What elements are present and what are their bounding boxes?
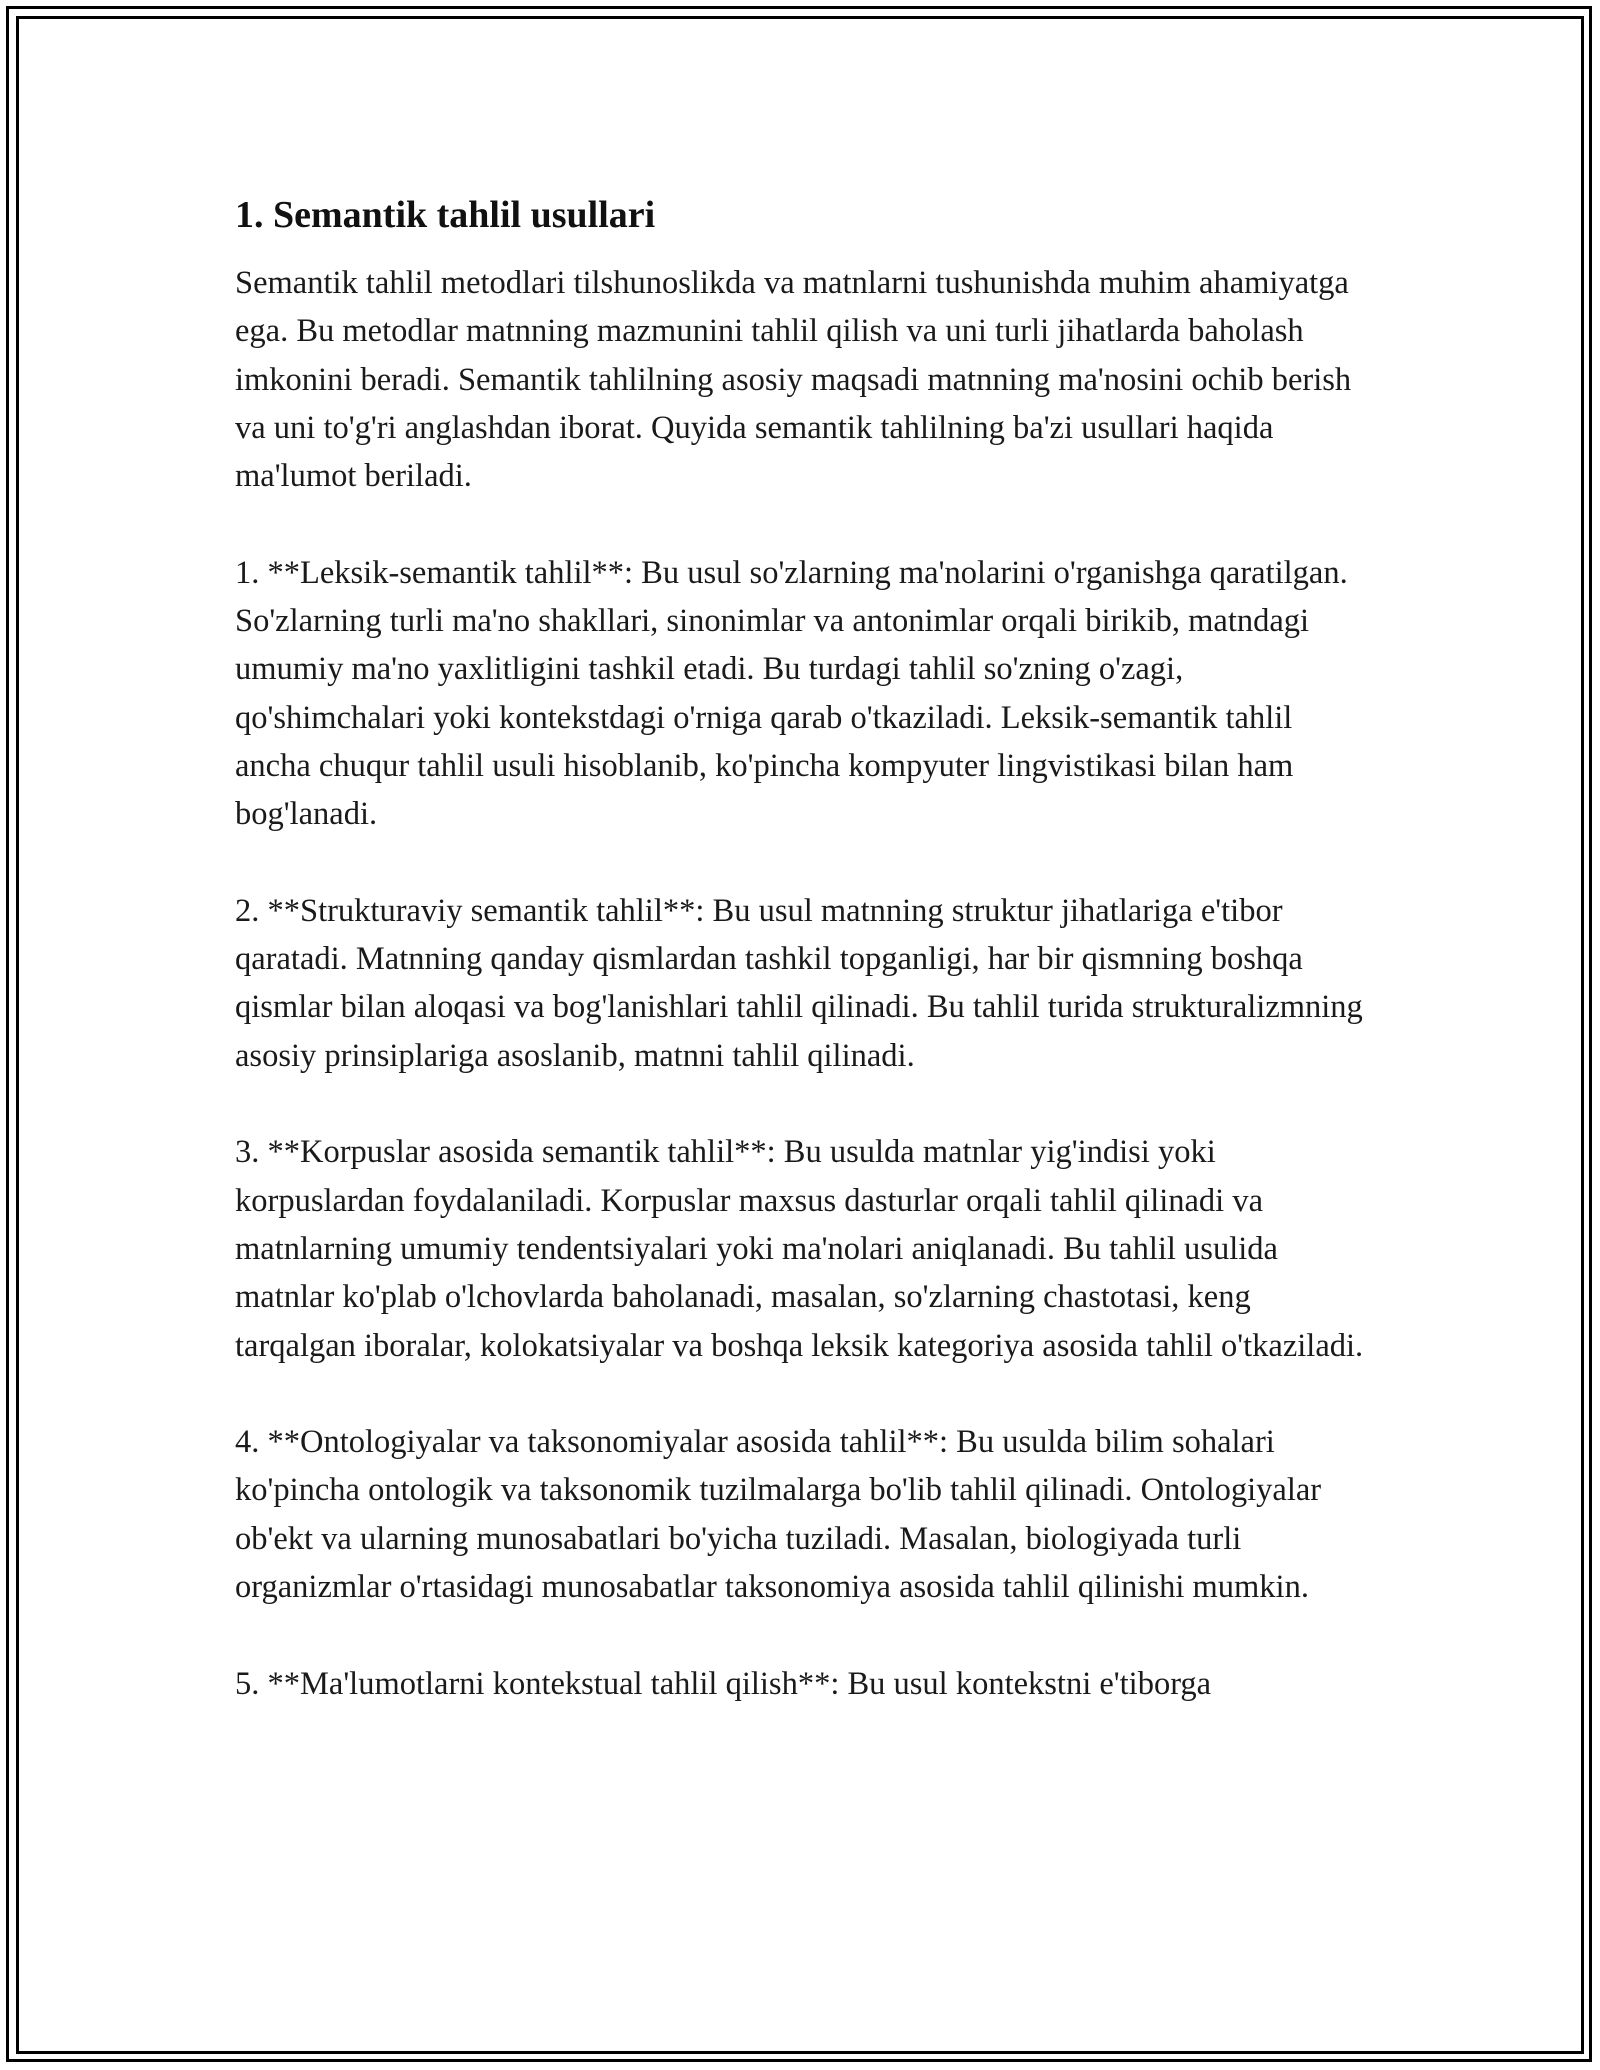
method-2-paragraph: 2. **Strukturaviy semantik tahlil**: Bu usul matnning struktur jihatlariga e'tibor qaratadi. Matnning qanday qismlardan tashkil topganligi, har bir qismning boshqa qismlar bilan aloqasi va bog'lanishlari tahlil qilinadi. Bu tahlil turida strukturalizmning asosiy prinsiplariga asoslanib, matnni tahlil qilinadi. (235, 892, 1363, 1074)
section-title: 1. Semantik tahlil usullari (235, 194, 656, 236)
intro-paragraph: Semantik tahlil metodlari tilshunoslikda va matnlarni tushunishda muhim ahamiyatga ega. Bu metodlar matnning mazmunini tahlil qilish va uni turli jihatlarda baholash imkonini beradi. Semantik tahlilning asosiy maqsadi matnning ma'nosini ochib berish va uni to'g'ri anglashdan iborat. Quyida semantik tahlilning ba'zi usullari haqida ma'lumot beriladi. (235, 265, 1352, 495)
method-3-paragraph: 3. **Korpuslar asosida semantik tahlil**: Bu usulda matnlar yig'indisi yoki korpuslardan foydalaniladi. Korpuslar maxsus dasturlar orqali tahlil qilinadi va matnlarning umumiy tendentsiyalari yoki ma'nolari aniqlanadi. Bu tahlil usulida matnlar ko'plab o'lchovlarda baholanadi, masalan, so'zlarning chastotasi, keng tarqalgan iboralar, kolokatsiyalar va boshqa leksik kategoriya asosida tahlil o'tkaziladi. (235, 1134, 1364, 1364)
method-5-paragraph: 5. **Ma'lumotlarni kontekstual tahlil qilish**: Bu usul kontekstni e'tiborga (235, 1665, 1212, 1702)
document-body (235, 185, 1375, 1756)
method-1-paragraph: 1. **Leksik-semantik tahlil**: Bu usul so'zlarning ma'nolarini o'rganishga qaratilgan. So'zlarning turli ma'no shakllari, sinonimlar va antonimlar orqali birikib, matndagi umumiy ma'no yaxlitligini tashkil etadi. Bu turdagi tahlil so'zning o'zagi, qo'shimchalari yoki kontekstdagi o'rniga qarab o'tkaziladi. Leksik-semantik tahlil ancha chuqur tahlil usuli hisoblanib, ko'pincha kompyuter lingvistikasi bilan ham bog'lanadi. (235, 554, 1348, 833)
method-4-paragraph: 4. **Ontologiyalar va taksonomiyalar asosida tahlil**: Bu usulda bilim sohalari ko'pincha ontologik va taksonomik tuzilmalarga bo'lib tahlil qilinadi. Ontologiyalar ob'ekt va ularning munosabatlari bo'yicha tuziladi. Masalan, biologiyada turli organizmlar o'rtasidagi munosabatlar taksonomiya asosida tahlil qilinishi mumkin. (235, 1424, 1322, 1606)
